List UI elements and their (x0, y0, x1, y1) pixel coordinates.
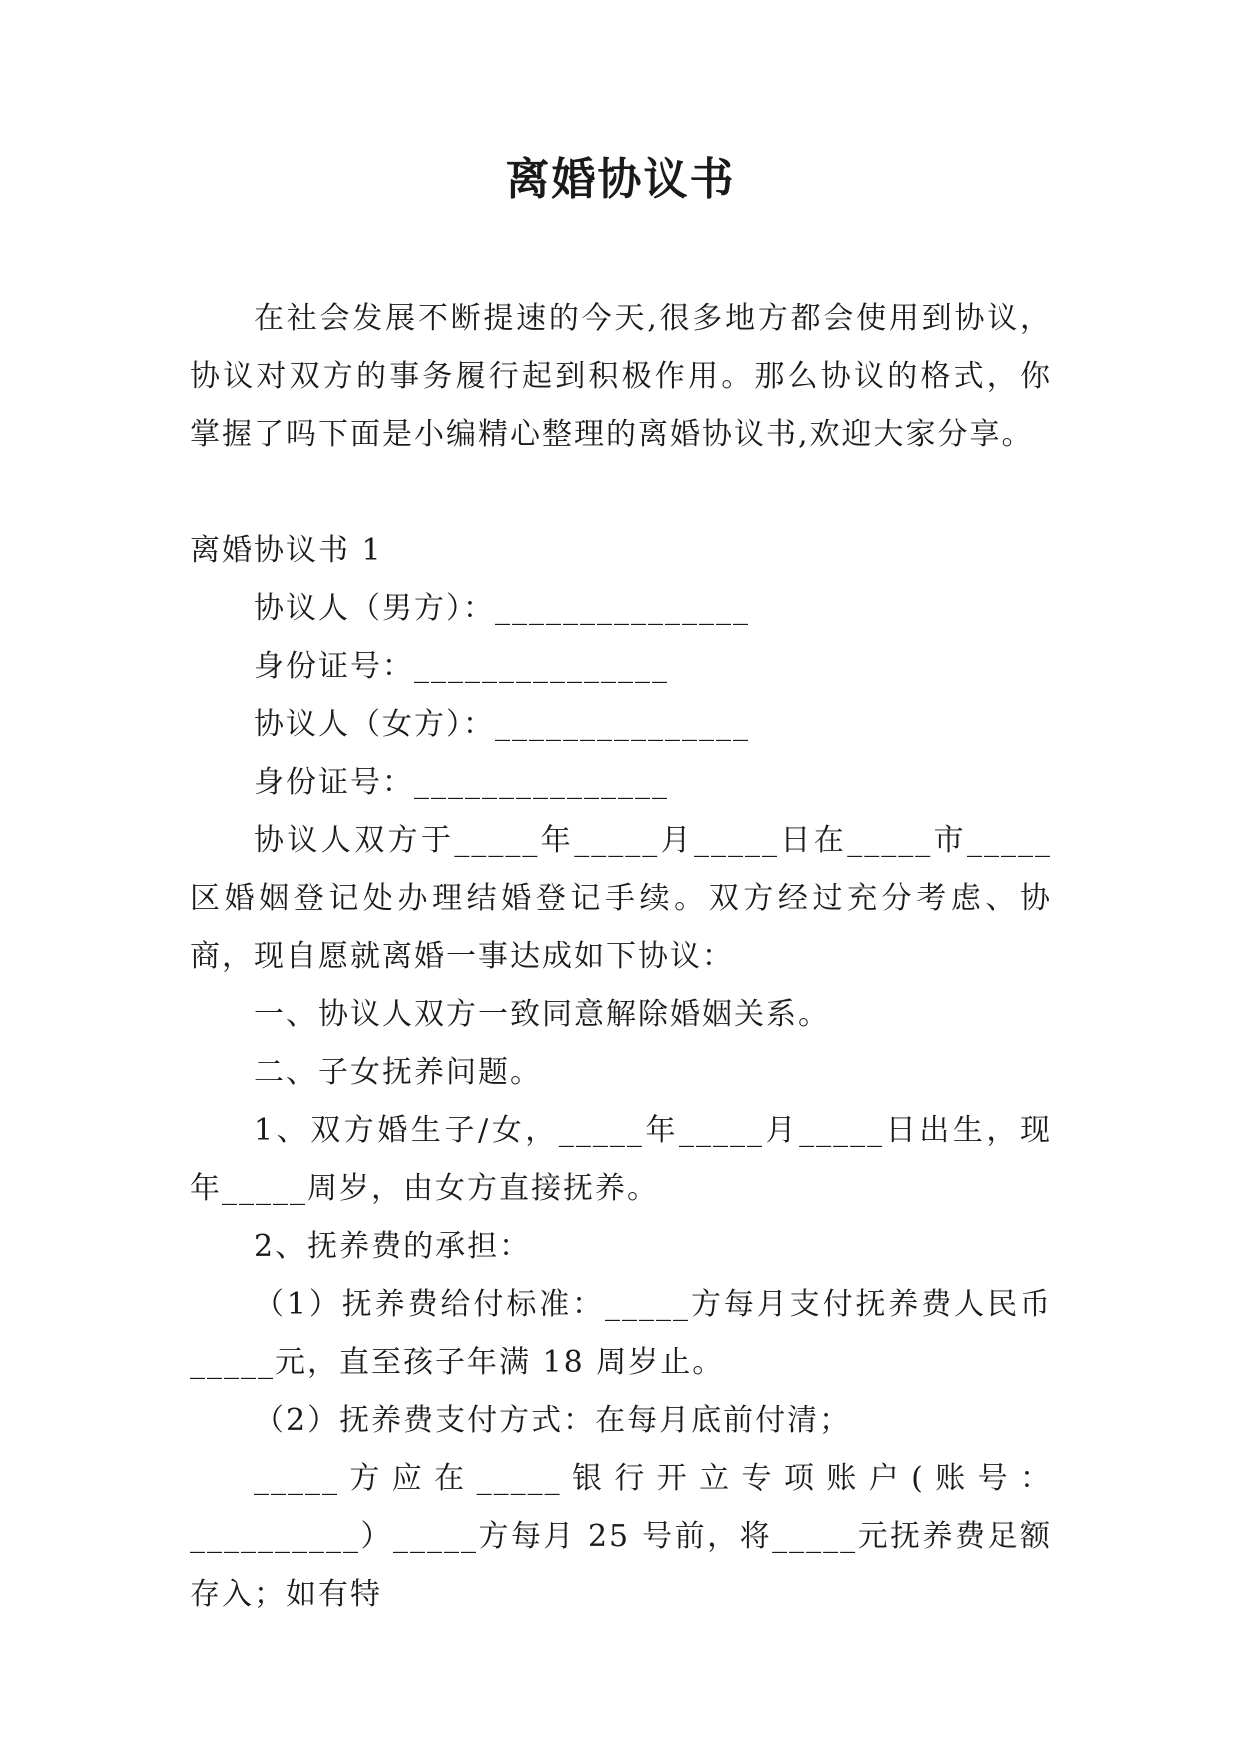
marriage-registration-paragraph: 协议人双方于_____年_____月_____日在_____市_____区婚姻登记处办理结婚登记手续。双方经过充分考虑、协商，现自愿就离婚一事达成如下协议： (190, 823, 1052, 974)
support-standard-paragraph: （1）抚养费给付标准：_____方每月支付抚养费人民币_____元，直至孩子年满 18 周岁止。 (190, 1287, 1052, 1380)
paragraph-spacer (190, 464, 1052, 522)
section-heading: 离婚协议书 1 (190, 533, 383, 568)
male-party-line: 协议人（男方）：_______________ (254, 591, 750, 626)
clause-2-heading: 二、子女抚养问题。 (254, 1055, 542, 1090)
male-id-line: 身份证号：_______________ (254, 649, 669, 684)
support-payment-method: （2）抚养费支付方式：在每月底前付清； (254, 1403, 852, 1438)
intro-paragraph: 在社会发展不断提速的今天,很多地方都会使用到协议，协议对双方的事务履行起到积极作用。那么协议的格式，你掌握了吗下面是小编精心整理的离婚协议书,欢迎大家分享。 (190, 301, 1052, 452)
support-heading: 2、抚养费的承担： (254, 1229, 532, 1264)
support-account-paragraph: _____方应在_____银行开立专项账户(账号：__________）_____方每月 25 号前，将_____元抚养费足额存入；如有特 (190, 1461, 1052, 1612)
clause-1: 一、协议人双方一致同意解除婚姻关系。 (254, 997, 830, 1032)
document-body (190, 290, 1052, 1624)
female-party-line: 协议人（女方）：_______________ (254, 707, 750, 742)
document-title: 离婚协议书 (505, 154, 736, 205)
child-custody-paragraph: 1、双方婚生子/女，_____年_____月_____日出生，现年_____周岁，由女方直接抚养。 (190, 1113, 1052, 1206)
female-id-line: 身份证号：_______________ (254, 765, 669, 800)
